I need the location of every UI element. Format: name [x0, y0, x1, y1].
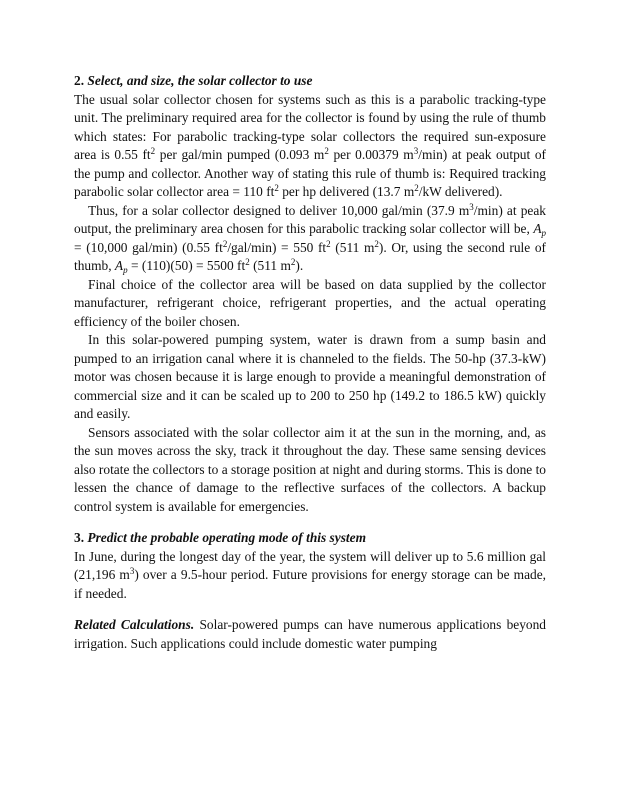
- section-2-paragraph-2: Thus, for a solar collector designed to deliver 10,000 gal/min (37.9 $m^3/\min$) at peak output, the preliminary area chosen for this parabolic tracking solar collector will be, $A_p = (10,000$ gal/min) (0.55 $ft^2/gal/\min) = 550$ $ft^2$ (511 $m^2$). Or, using the second rule of thumb, $A_p = (110)(50) = 5500$ $ft^2$ (511 $m^2$).: [74, 201, 547, 275]
- section-2-paragraph-3: Final choice of the collector area will be based on data supplied by the collector manufacturer, refrigerant choice, refrigerant properties, and the actual operating efficiency of the boiler chosen.: [74, 276, 546, 329]
- section-3-paragraph-1: In June, during the longest day of the year, the system will deliver up to 5.6 million gal (21,196 $m^3$) over a 9.5-hour period. Future provisions for energy storage can be made, if needed.: [74, 548, 547, 601]
- section-3-title: Predict the probable operating mode of this system: [87, 530, 366, 545]
- related-calculations-text: Solar-powered pumps can have numerous applications beyond irrigation. Such applications could include domestic water pumping: [74, 617, 547, 651]
- section-2-number: 2.: [74, 73, 85, 88]
- section-3-number: 3.: [74, 530, 85, 545]
- section-2-title: Select, and size, the solar collector to use: [87, 73, 313, 88]
- section-3-heading: [74, 529, 546, 548]
- section-2-heading: [74, 72, 546, 91]
- section-2-paragraph-4: In this solar-powered pumping system, water is drawn from a sump basin and pumped to an irrigation canal where it is channeled to the fields. The 50-hp (37.3-kW) motor was chosen because it is large enough to provide a meaningful demonstration of commercial size and it can be scaled up to 200 to 250 hp (149.2 to 186.5 kW) quickly and easily.: [74, 332, 546, 421]
- section-2-paragraph-5: Sensors associated with the solar collector aim it at the sun in the morning, and, as the sun moves across the sky, track it throughout the day. These same sensing devices also rotate the collectors to a storage position at night and during storms. This is done to lessen the chance of damage to the reflective surfaces of the collectors. A backup control system is available for emergencies.: [74, 424, 546, 514]
- document-page: [74, 72, 546, 653]
- section-2-paragraph-1: The usual solar collector chosen for systems such as this is a parabolic tracking-type unit. The preliminary required area for the collector is found by using the rule of thumb which states: For parabolic tracking-type solar collectors the required sun-exposure area is 0.55 $ft^2$ per gal/min pumped (0.093 $m^2$ per 0.00379 $m^3/\min$) at peak output of the pump and collector. Another way of stating this rule of thumb is: Required tracking parabolic solar collector area = 110 $ft^2$ per hp delivered (13.7 $m^2/kW$ delivered).: [74, 91, 546, 199]
- related-calculations-label: Related Calculations.: [74, 617, 195, 632]
- related-calculations-paragraph: [74, 616, 546, 653]
